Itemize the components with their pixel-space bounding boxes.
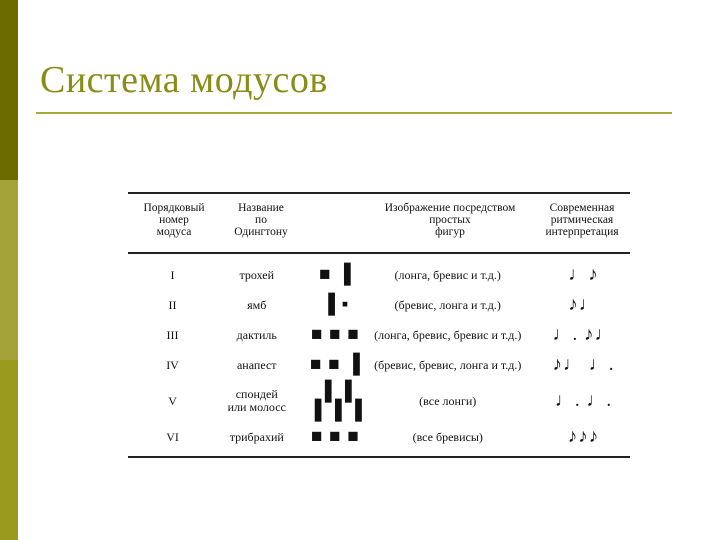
- decorative-sidebar-middle: [0, 180, 18, 360]
- decorative-sidebar-bottom: [0, 360, 18, 540]
- table-header: [128, 194, 630, 254]
- row-name: дактиль: [236, 327, 277, 342]
- row-number: I: [170, 267, 175, 282]
- row-figures: ■ ■ ■: [310, 426, 360, 447]
- row-name: трохей: [239, 267, 275, 282]
- row-description: (лонга, бревис и т.д.): [394, 267, 501, 282]
- decorative-sidebar-top: [0, 0, 18, 180]
- header-figures: [302, 194, 366, 252]
- header-description: Изображение посредством простых фигур: [384, 202, 516, 238]
- row-name: трибрахий: [229, 429, 284, 444]
- row-number: III: [166, 327, 179, 342]
- row-modern-notation: ♩. ♩.: [554, 390, 613, 411]
- row-modern-notation: ♩♪: [568, 264, 599, 285]
- row-modern-notation: ♩. ♪♩: [552, 324, 615, 345]
- modus-table: [128, 192, 630, 458]
- table-row: [128, 290, 630, 320]
- table-row: [128, 422, 630, 452]
- row-figures: ■ ■ ▐: [309, 354, 361, 375]
- row-figures: ▐ ▐ ▐ ▐ ▐: [307, 381, 363, 421]
- header-number: Порядковый номер модуса: [143, 202, 205, 238]
- header-name: Название по Одингтону: [234, 202, 288, 238]
- row-number: V: [168, 393, 177, 408]
- row-description: (бревис, лонга и т.д.): [394, 297, 501, 312]
- row-number: VI: [166, 429, 179, 444]
- title-underline: [36, 112, 672, 114]
- row-figures: ■ ▐: [319, 264, 352, 285]
- row-description: (бревис, бревис, лонга и т.д.): [374, 357, 522, 372]
- row-modern-notation: ♪♩ ♩.: [552, 354, 615, 375]
- table-row: [128, 260, 630, 290]
- table-row: [128, 380, 630, 422]
- table-bottom-rule: [128, 456, 630, 458]
- row-name: спондей или молосс: [227, 387, 286, 414]
- row-name: ямб: [247, 297, 267, 312]
- slide-title: Система модусов: [40, 59, 328, 101]
- table-body: [128, 254, 630, 452]
- row-modern-notation: ♪♪♪: [567, 426, 600, 447]
- row-description: (все лонги): [419, 393, 477, 408]
- row-figures: ■ ■ ■: [310, 324, 360, 345]
- row-description: (лонга, бревис, бревис и т.д.): [374, 327, 522, 342]
- row-description: (все бревисы): [412, 429, 483, 444]
- row-figures: ▐ ▪: [321, 294, 350, 315]
- row-modern-notation: ♪♩: [568, 294, 599, 315]
- row-number: II: [168, 297, 177, 312]
- row-number: IV: [166, 357, 179, 372]
- table-row: [128, 350, 630, 380]
- table-row: [128, 320, 630, 350]
- row-name: анапест: [236, 357, 277, 372]
- header-modern: Современная ритмическая интерпретация: [545, 202, 619, 238]
